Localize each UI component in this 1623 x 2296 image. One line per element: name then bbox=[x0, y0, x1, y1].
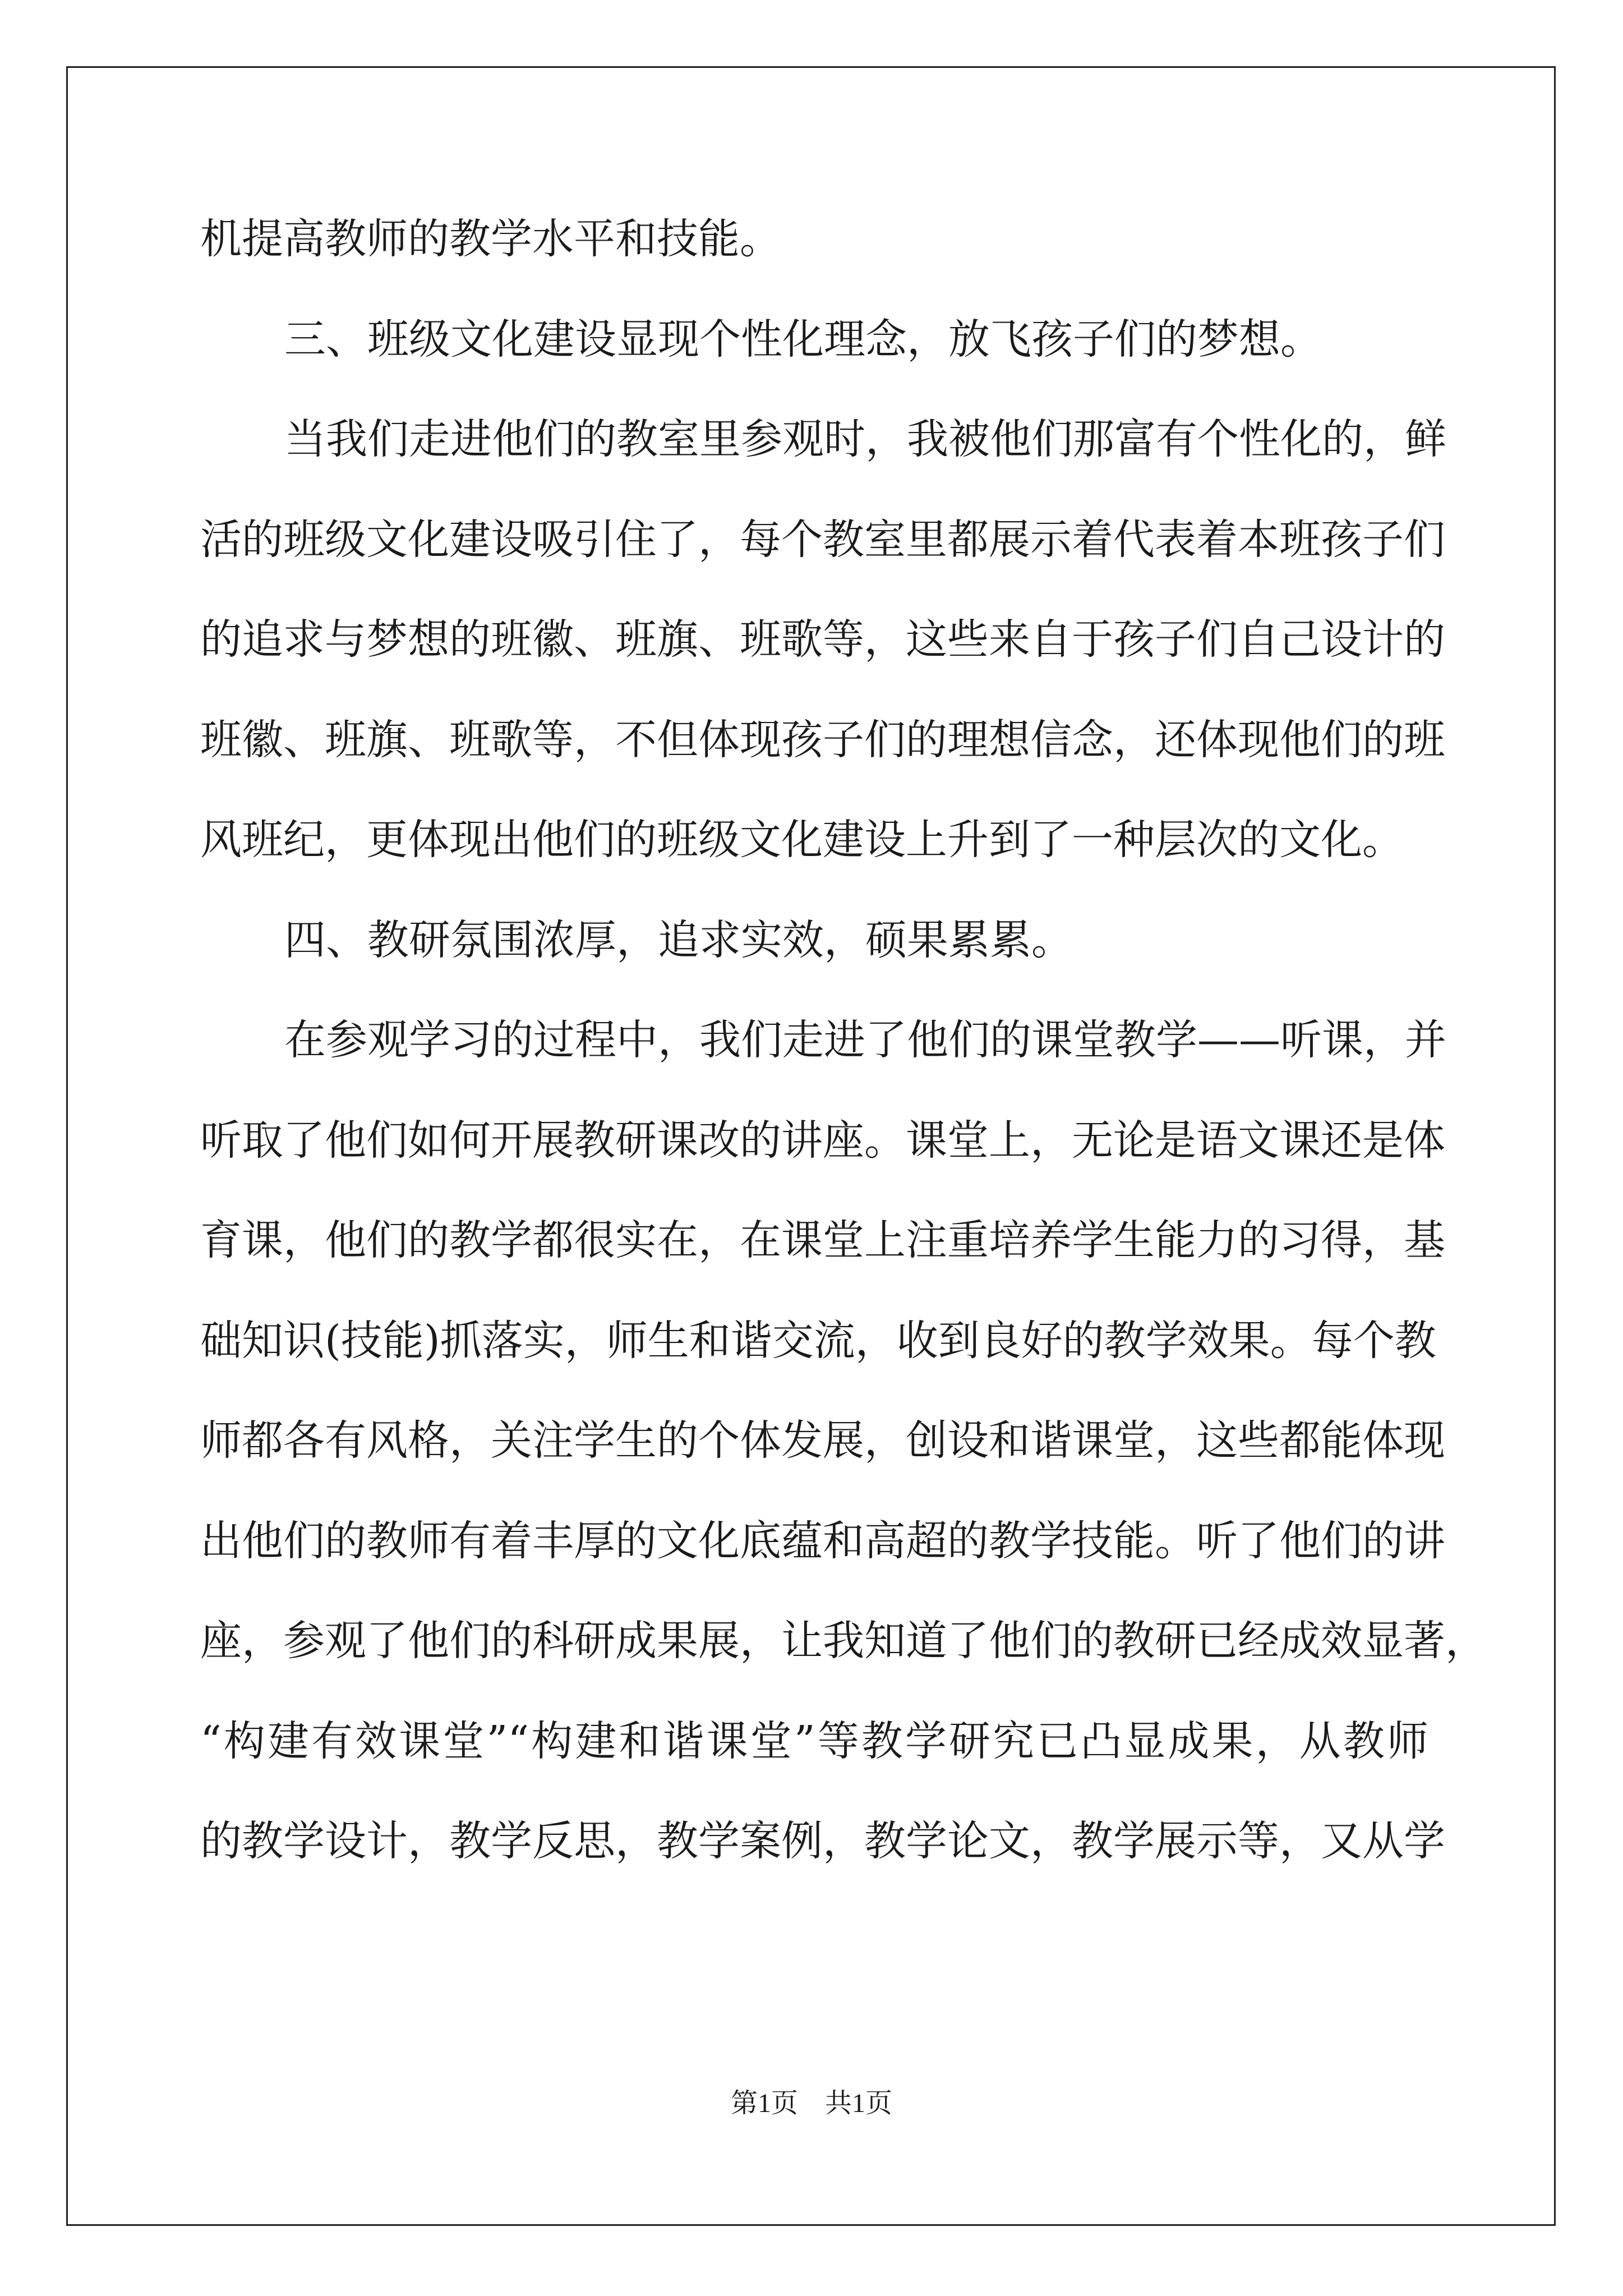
text-line: 当我们走进他们的教室里参观时，我被他们那富有个性化的，鲜 bbox=[284, 415, 1446, 463]
page-total: 共1页 bbox=[825, 2088, 893, 2118]
text-line: 座，参观了他们的科研成果展，让我知道了他们的教研已经成效显著， bbox=[200, 1617, 1487, 1665]
text-line: “构建有效课堂”“构建和谐课堂”等教学研究已凸显成果，从教师 bbox=[200, 1717, 1428, 1765]
text-line: 的追求与梦想的班徽、班旗、班歌等，这些来自于孩子们自己设计的 bbox=[200, 615, 1445, 664]
text-line: 在参观学习的过程中，我们走进了他们的课堂教学——听课，并 bbox=[284, 1016, 1446, 1064]
heading-line: 四、教研氛围浓厚，追求实效，硕果累累。 bbox=[284, 915, 1073, 964]
heading-line: 三、班级文化建设显现个性化理念，放飞孩子们的梦想。 bbox=[284, 315, 1322, 364]
text-line: 础知识(技能)抓落实，师生和谐交流，收到良好的教学效果。每个教 bbox=[200, 1316, 1436, 1365]
text-line: 育课，他们的教学都很实在，在课堂上注重培养学生能力的习得，基 bbox=[200, 1216, 1445, 1264]
text-line: 机提高教师的教学水平和技能。 bbox=[200, 215, 781, 263]
text-line: 的教学设计，教学反思，教学案例，教学论文，教学展示等，又从学 bbox=[200, 1817, 1445, 1865]
text-line: 师都各有风格，关注学生的个体发展，创设和谐课堂，这些都能体现 bbox=[200, 1416, 1445, 1465]
text-line: 听取了他们如何开展教研课改的讲座。课堂上，无论是语文课还是体 bbox=[200, 1116, 1445, 1165]
text-line: 活的班级文化建设吸引住了，每个教室里都展示着代表着本班孩子们 bbox=[200, 515, 1445, 564]
page-footer bbox=[0, 2087, 1623, 2120]
text-line: 出他们的教师有着丰厚的文化底蕴和高超的教学技能。听了他们的讲 bbox=[200, 1516, 1445, 1565]
text-line: 风班纪，更体现出他们的班级文化建设上升到了一种层次的文化。 bbox=[200, 816, 1404, 864]
page-number: 第1页 bbox=[730, 2088, 798, 2118]
text-line: 班徽、班旗、班歌等，不但体现孩子们的理想信念，还体现他们的班 bbox=[200, 715, 1445, 764]
